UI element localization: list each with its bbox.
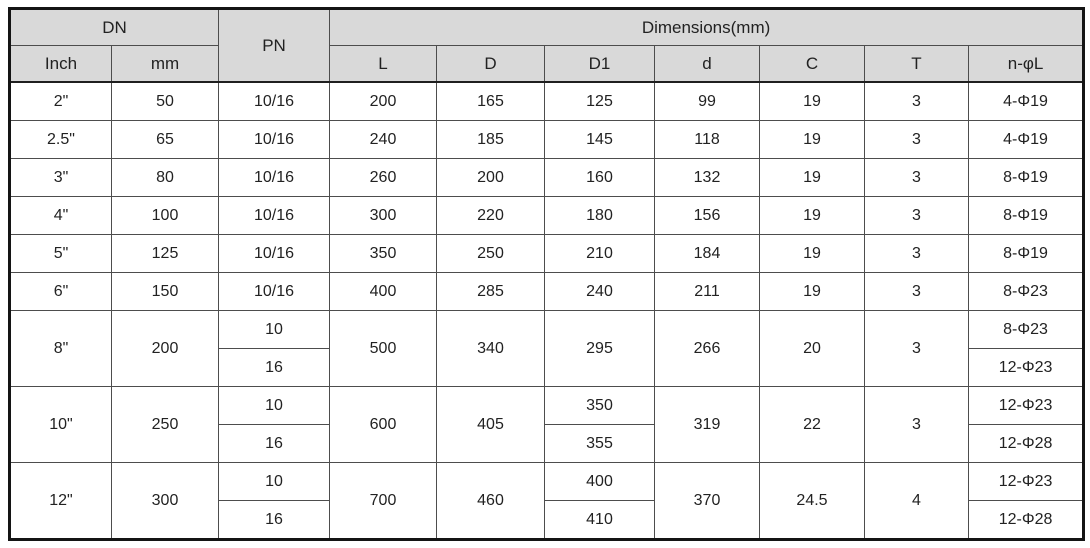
cell-inch: 6" — [10, 273, 112, 311]
cell-n-phi-L: 8-Φ19 — [969, 159, 1084, 197]
cell-D: 285 — [437, 273, 545, 311]
cell-L: 260 — [330, 159, 437, 197]
cell-C: 22 — [760, 387, 865, 463]
cell-mm: 100 — [112, 197, 219, 235]
cell-pn: 16 — [219, 349, 330, 387]
table-row-2in — [10, 82, 1084, 121]
cell-inch: 12" — [10, 463, 112, 540]
cell-inch: 4" — [10, 197, 112, 235]
cell-C: 19 — [760, 235, 865, 273]
cell-mm: 125 — [112, 235, 219, 273]
cell-C: 19 — [760, 121, 865, 159]
header-pn: PN — [219, 9, 330, 83]
header-T: T — [865, 46, 969, 83]
cell-D1: 400 — [545, 463, 655, 501]
cell-C: 19 — [760, 159, 865, 197]
cell-pn: 10/16 — [219, 273, 330, 311]
table-row-10in-pn10 — [10, 387, 1084, 425]
table-row-4in — [10, 197, 1084, 235]
cell-D: 340 — [437, 311, 545, 387]
header-n-phi-L: n-φL — [969, 46, 1084, 83]
header-D: D — [437, 46, 545, 83]
header-row-columns — [10, 46, 1084, 83]
cell-n-phi-L: 8-Φ19 — [969, 235, 1084, 273]
cell-inch: 3" — [10, 159, 112, 197]
cell-T: 3 — [865, 82, 969, 121]
table-row-2p5in — [10, 121, 1084, 159]
cell-n-phi-L: 8-Φ23 — [969, 311, 1084, 349]
cell-pn: 10/16 — [219, 159, 330, 197]
cell-L: 700 — [330, 463, 437, 540]
cell-mm: 200 — [112, 311, 219, 387]
cell-n-phi-L: 8-Φ23 — [969, 273, 1084, 311]
cell-mm: 50 — [112, 82, 219, 121]
cell-T: 3 — [865, 387, 969, 463]
table-row-6in — [10, 273, 1084, 311]
cell-C: 24.5 — [760, 463, 865, 540]
cell-inch: 2" — [10, 82, 112, 121]
header-L: L — [330, 46, 437, 83]
header-dimensions: Dimensions(mm) — [330, 9, 1084, 46]
cell-n-phi-L: 12-Φ28 — [969, 501, 1084, 540]
cell-D: 405 — [437, 387, 545, 463]
header-D1: D1 — [545, 46, 655, 83]
cell-d: 266 — [655, 311, 760, 387]
cell-pn: 10 — [219, 463, 330, 501]
cell-d: 156 — [655, 197, 760, 235]
cell-D: 200 — [437, 159, 545, 197]
cell-L: 400 — [330, 273, 437, 311]
cell-D1: 180 — [545, 197, 655, 235]
cell-pn: 10 — [219, 311, 330, 349]
cell-inch: 2.5" — [10, 121, 112, 159]
cell-d: 184 — [655, 235, 760, 273]
cell-inch: 10" — [10, 387, 112, 463]
cell-mm: 65 — [112, 121, 219, 159]
cell-L: 300 — [330, 197, 437, 235]
cell-n-phi-L: 12-Φ28 — [969, 425, 1084, 463]
cell-D1: 295 — [545, 311, 655, 387]
cell-n-phi-L: 4-Φ19 — [969, 121, 1084, 159]
cell-d: 211 — [655, 273, 760, 311]
cell-T: 4 — [865, 463, 969, 540]
cell-n-phi-L: 4-Φ19 — [969, 82, 1084, 121]
table-row-12in-pn10 — [10, 463, 1084, 501]
cell-mm: 150 — [112, 273, 219, 311]
cell-inch: 8" — [10, 311, 112, 387]
cell-pn: 10/16 — [219, 235, 330, 273]
cell-C: 20 — [760, 311, 865, 387]
cell-D: 165 — [437, 82, 545, 121]
cell-pn: 16 — [219, 425, 330, 463]
cell-L: 500 — [330, 311, 437, 387]
cell-D1: 350 — [545, 387, 655, 425]
cell-T: 3 — [865, 311, 969, 387]
cell-d: 132 — [655, 159, 760, 197]
table-row-3in — [10, 159, 1084, 197]
table-header — [10, 9, 1084, 83]
header-C: C — [760, 46, 865, 83]
cell-L: 600 — [330, 387, 437, 463]
cell-d: 370 — [655, 463, 760, 540]
cell-T: 3 — [865, 121, 969, 159]
cell-n-phi-L: 12-Φ23 — [969, 387, 1084, 425]
cell-C: 19 — [760, 273, 865, 311]
cell-T: 3 — [865, 273, 969, 311]
cell-mm: 300 — [112, 463, 219, 540]
cell-d: 118 — [655, 121, 760, 159]
cell-mm: 80 — [112, 159, 219, 197]
dimensions-table — [8, 7, 1085, 541]
cell-D1: 160 — [545, 159, 655, 197]
header-mm: mm — [112, 46, 219, 83]
cell-pn: 10/16 — [219, 197, 330, 235]
cell-C: 19 — [760, 197, 865, 235]
cell-pn: 16 — [219, 501, 330, 540]
table-row-5in — [10, 235, 1084, 273]
cell-D1: 355 — [545, 425, 655, 463]
cell-D1: 410 — [545, 501, 655, 540]
cell-T: 3 — [865, 159, 969, 197]
cell-n-phi-L: 12-Φ23 — [969, 463, 1084, 501]
cell-n-phi-L: 8-Φ19 — [969, 197, 1084, 235]
cell-D: 250 — [437, 235, 545, 273]
cell-C: 19 — [760, 82, 865, 121]
cell-inch: 5" — [10, 235, 112, 273]
cell-L: 200 — [330, 82, 437, 121]
table-body — [10, 82, 1084, 540]
cell-L: 240 — [330, 121, 437, 159]
cell-pn: 10 — [219, 387, 330, 425]
cell-d: 319 — [655, 387, 760, 463]
table-row-8in-pn10 — [10, 311, 1084, 349]
header-row-groups — [10, 9, 1084, 46]
header-inch: Inch — [10, 46, 112, 83]
cell-T: 3 — [865, 235, 969, 273]
cell-D1: 210 — [545, 235, 655, 273]
cell-D1: 240 — [545, 273, 655, 311]
cell-D: 220 — [437, 197, 545, 235]
cell-D: 460 — [437, 463, 545, 540]
cell-pn: 10/16 — [219, 121, 330, 159]
header-d: d — [655, 46, 760, 83]
cell-T: 3 — [865, 197, 969, 235]
cell-mm: 250 — [112, 387, 219, 463]
cell-D: 185 — [437, 121, 545, 159]
cell-d: 99 — [655, 82, 760, 121]
cell-D1: 125 — [545, 82, 655, 121]
cell-L: 350 — [330, 235, 437, 273]
header-dn: DN — [10, 9, 219, 46]
cell-pn: 10/16 — [219, 82, 330, 121]
cell-n-phi-L: 12-Φ23 — [969, 349, 1084, 387]
cell-D1: 145 — [545, 121, 655, 159]
